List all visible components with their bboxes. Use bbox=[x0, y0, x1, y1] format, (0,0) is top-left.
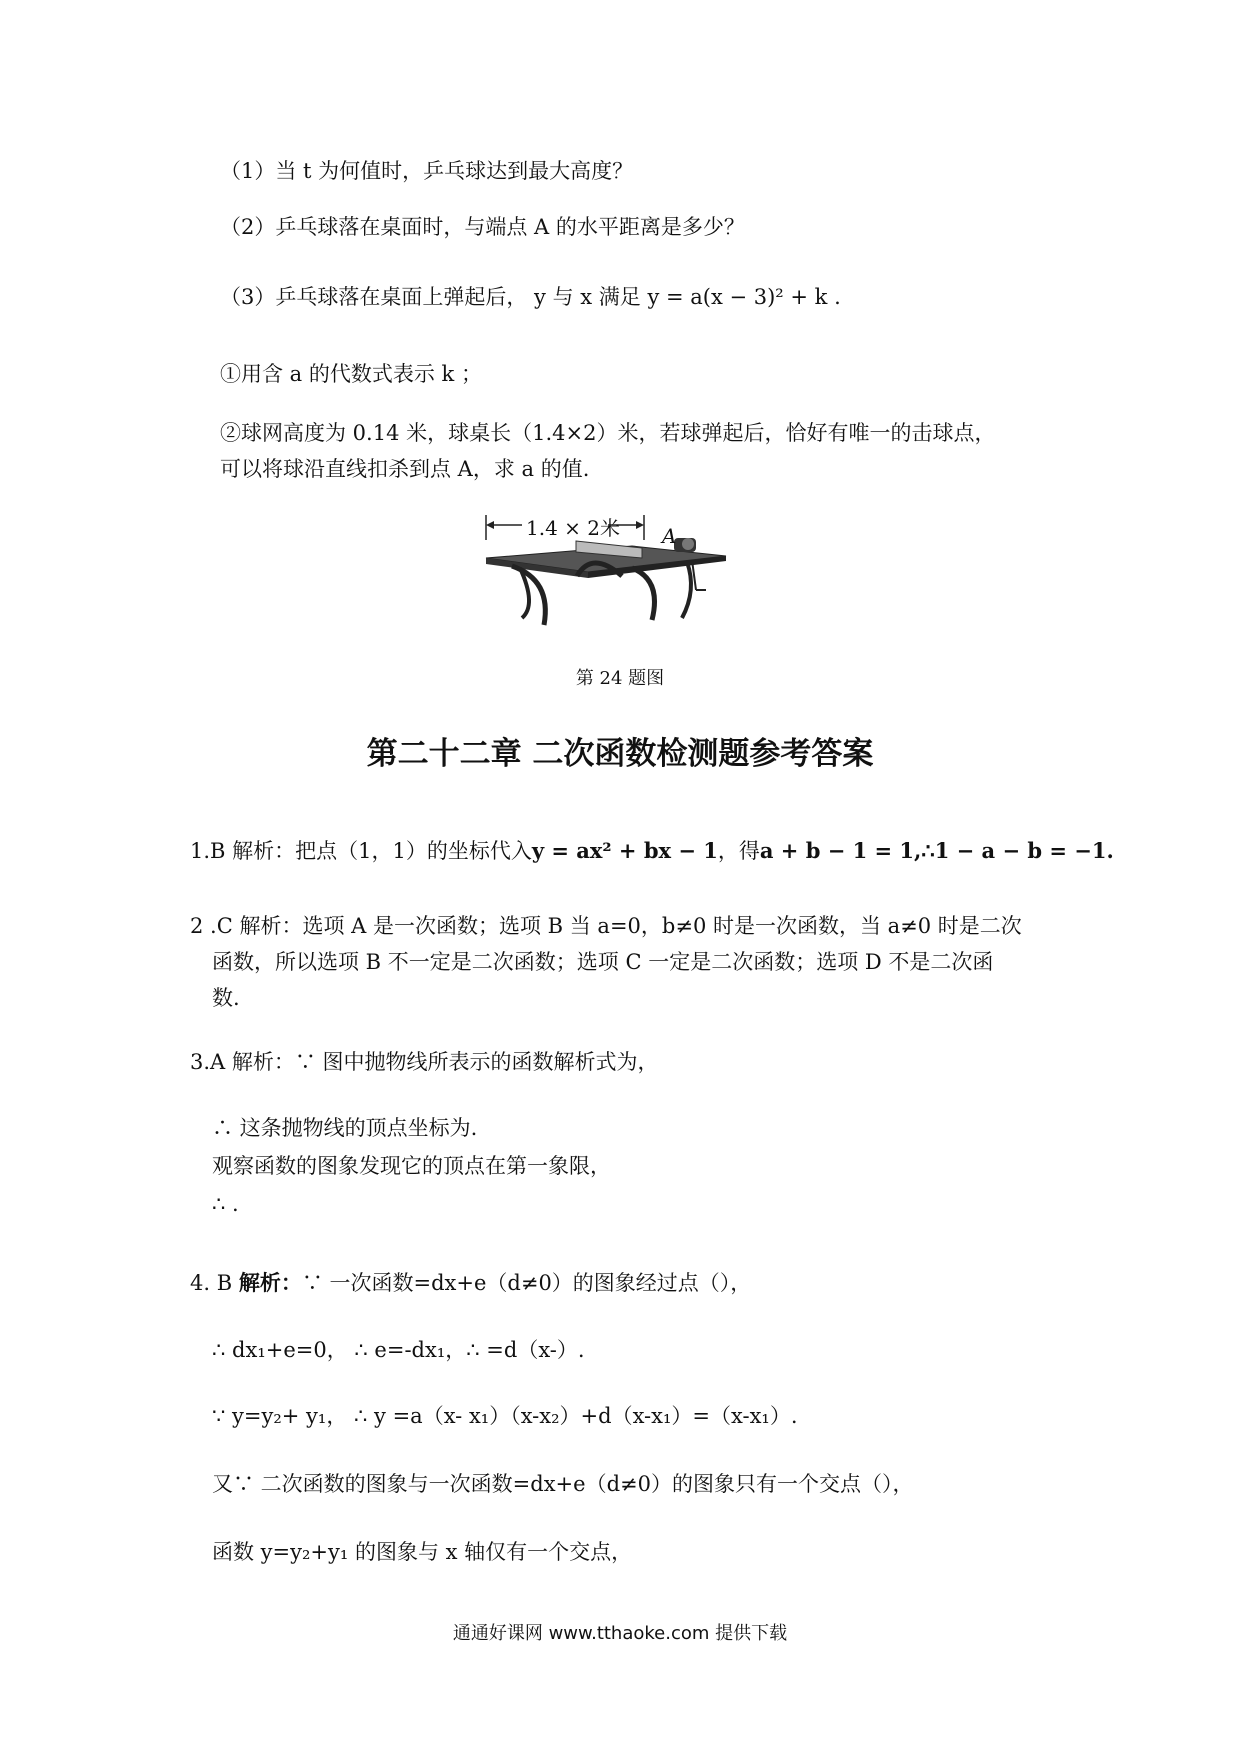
answer-3-line-1: 3.A 解析：∵ 图中抛物线所表示的函数解析式为， bbox=[190, 1050, 659, 1074]
question-3-part-2: ②球网高度为 0.14 米，球桌长（1.4×2）米，若球弹起后，恰好有唯一的击球点， bbox=[220, 421, 996, 445]
answer-4-line-5: 函数 y=y₂+y₁ 的图象与 x 轴仅有一个交点， bbox=[212, 1540, 633, 1564]
footer-source: 通通好课网 www.tthaoke.com 提供下载 bbox=[452, 1623, 788, 1644]
answer-4-label: 解析： bbox=[238, 1270, 302, 1295]
answer-3-line-2: ∴ 这条抛物线的顶点坐标为. bbox=[212, 1116, 478, 1140]
answer-4-number: 4. B bbox=[190, 1271, 239, 1295]
dimension-label: 1.4 × 2米 bbox=[526, 516, 621, 540]
answer-4-line-1 bbox=[190, 1270, 751, 1296]
answer-1-text: 1.B 解析：把点（1，1）的坐标代入 bbox=[190, 839, 532, 863]
question-3-part-1: ①用含 a 的代数式表示 k ； bbox=[220, 362, 482, 386]
question-2: （2）乒乓球落在桌面时，与端点 A 的水平距离是多少？ bbox=[220, 215, 745, 239]
question-3-part-2-cont: 可以将球沿直线扣杀到点 A，求 a 的值. bbox=[220, 457, 590, 481]
answer-2-line-3: 数. bbox=[212, 986, 240, 1010]
answer-3-line-3: 观察函数的图象发现它的顶点在第一象限， bbox=[212, 1154, 611, 1178]
answer-3-line-4: ∴ . bbox=[212, 1192, 239, 1216]
point-a-label: A bbox=[662, 524, 677, 548]
answer-1-result: a + b − 1 = 1,∴1 − a − b = −1. bbox=[759, 838, 1114, 863]
answer-2-line-2: 函数，所以选项 B 不一定是二次函数；选项 C 一定是二次函数；选项 D 不是二次函 bbox=[212, 950, 994, 974]
answer-section-title: 第二十二章 二次函数检测题参考答案 bbox=[366, 736, 874, 772]
question-1: （1）当 t 为何值时，乒乓球达到最大高度？ bbox=[220, 159, 634, 183]
answer-1 bbox=[190, 838, 1114, 864]
ping-pong-table-figure bbox=[482, 510, 728, 630]
answer-4-line-4: 又∵ 二次函数的图象与一次函数=dx+e（d≠0）的图象只有一个交点（）， bbox=[212, 1472, 914, 1496]
answer-1-equation: y = ax² + bx − 1 bbox=[531, 838, 718, 863]
question-3: （3）乒乓球落在桌面上弹起后， y 与 x 满足 y = a(x − 3)² + k . bbox=[220, 285, 841, 309]
answer-2-line-1: 2 .C 解析：选项 A 是一次函数；选项 B 当 a=0，b≠0 时是一次函数，当 a≠0 时是二次 bbox=[190, 914, 1022, 938]
answer-1-middle: ，得 bbox=[717, 839, 760, 863]
answer-4-line-2: ∴ dx₁+e=0， ∴ e=-dx₁，∴ =d（x-）. bbox=[212, 1338, 585, 1362]
figure-caption: 第 24 题图 bbox=[575, 668, 665, 689]
answer-4-text: ∵ 一次函数=dx+e（d≠0）的图象经过点（）， bbox=[301, 1271, 752, 1295]
answer-4-line-3: ∵ y=y₂+ y₁， ∴ y =a（x- x₁）（x-x₂）+d（x-x₁）=（x-x₁）. bbox=[212, 1404, 798, 1428]
